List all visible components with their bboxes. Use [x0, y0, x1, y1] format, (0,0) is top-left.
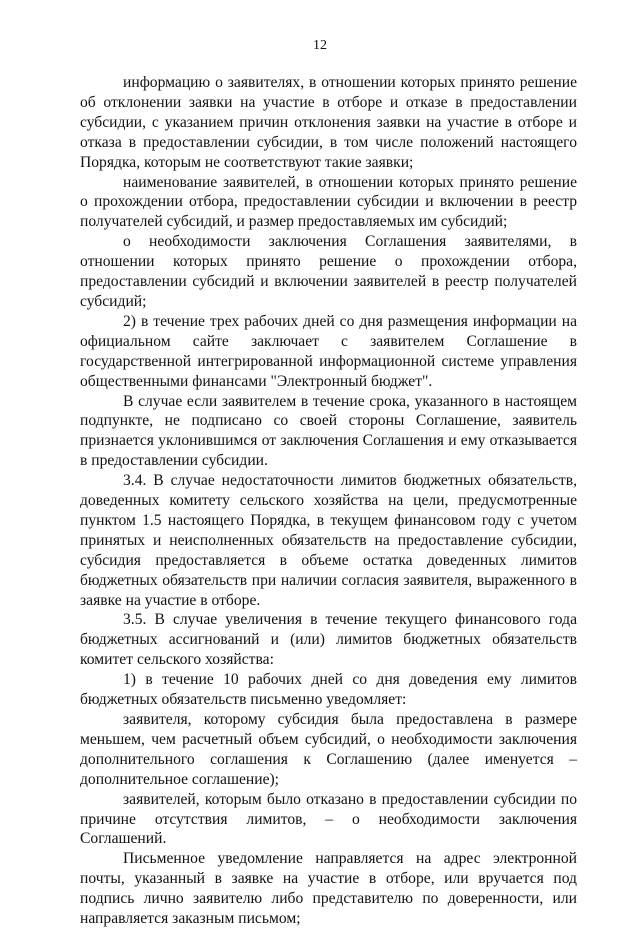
paragraph-applicants-approved: наименование заявителей, в отношении которых принято решение о прохождении отбора, предоставлении субсидии и включении в реестр получателей субсидий, и размер предоставляемых им субсидий;	[80, 173, 577, 231]
paragraph-additional-agreement: заявителя, которому субсидия была предоставлена в размере меньшем, чем расчетный объем субсидий, о необходимости заключения дополнительного соглашения к Соглашению (далее именуется – дополнительное соглашение);	[80, 711, 577, 788]
document-body	[80, 73, 577, 929]
paragraph-3-4: 3.4. В случае недостаточности лимитов бюджетных обязательств, доведенных комитету сельского хозяйства на цели, предусмотренные пунктом 1.5 настоящего Порядка, в текущем финансовом году с учетом принятых и неисполненных обязательств на предоставление субсидии, субсидия предоставляется в объеме остатка доведенных лимитов бюджетных обязательств при наличии согласия заявителя, выраженного в заявке на участие в отборе.	[80, 472, 577, 609]
paragraph-3-5: 3.5. В случае увеличения в течение текущего финансового года бюджетных ассигнований и (или) лимитов бюджетных обязательств комитет сельского хозяйства:	[80, 611, 577, 669]
paragraph-refused-applicants: заявителей, которым было отказано в предоставлении субсидии по причине отсутствия лимитов, – о необходимости заключения Соглашений.	[80, 790, 577, 848]
paragraph-applicants-rejected: информацию о заявителях, в отношении которых принято решение об отклонении заявки на участие в отборе и отказе в предоставлении субсидии, с указанием причин отклонения заявки на участие в отборе и отказа в предоставлении субсидии, в том числе положений настоящего Порядка, которым не соответствуют такие заявки;	[80, 74, 577, 171]
page-number: 12	[313, 38, 327, 53]
paragraph-agreement-necessity: о необходимости заключения Соглашения заявителями, в отношении которых принято решение о прохождении отбора, предоставлении субсидий и включении заявителей в реестр получателей субсидий;	[80, 233, 577, 310]
paragraph-written-notice: Письменное уведомление направляется на адрес электронной почты, указанный в заявке на участие в отборе, или вручается под подпись лично заявителю либо представителю по доверенности, или направляется заказным письмом;	[80, 850, 577, 928]
paragraph-evasion: В случае если заявителем в течение срока, указанного в настоящем подпункте, не подписано со своей стороны Соглашение, заявитель признается уклонившимся от заключения Соглашения и ему отказывается в предоставлении субсидии.	[80, 392, 577, 470]
paragraph-item-2: 2) в течение трех рабочих дней со дня размещения информации на официальном сайте заключает с заявителем Соглашение в государственной интегрированной информационной системе управления общественными финансами "Электронный бюджет".	[80, 312, 577, 390]
paragraph-3-5-item-1: 1) в течение 10 рабочих дней со дня доведения ему лимитов бюджетных обязательств письменно уведомляет:	[80, 671, 577, 709]
